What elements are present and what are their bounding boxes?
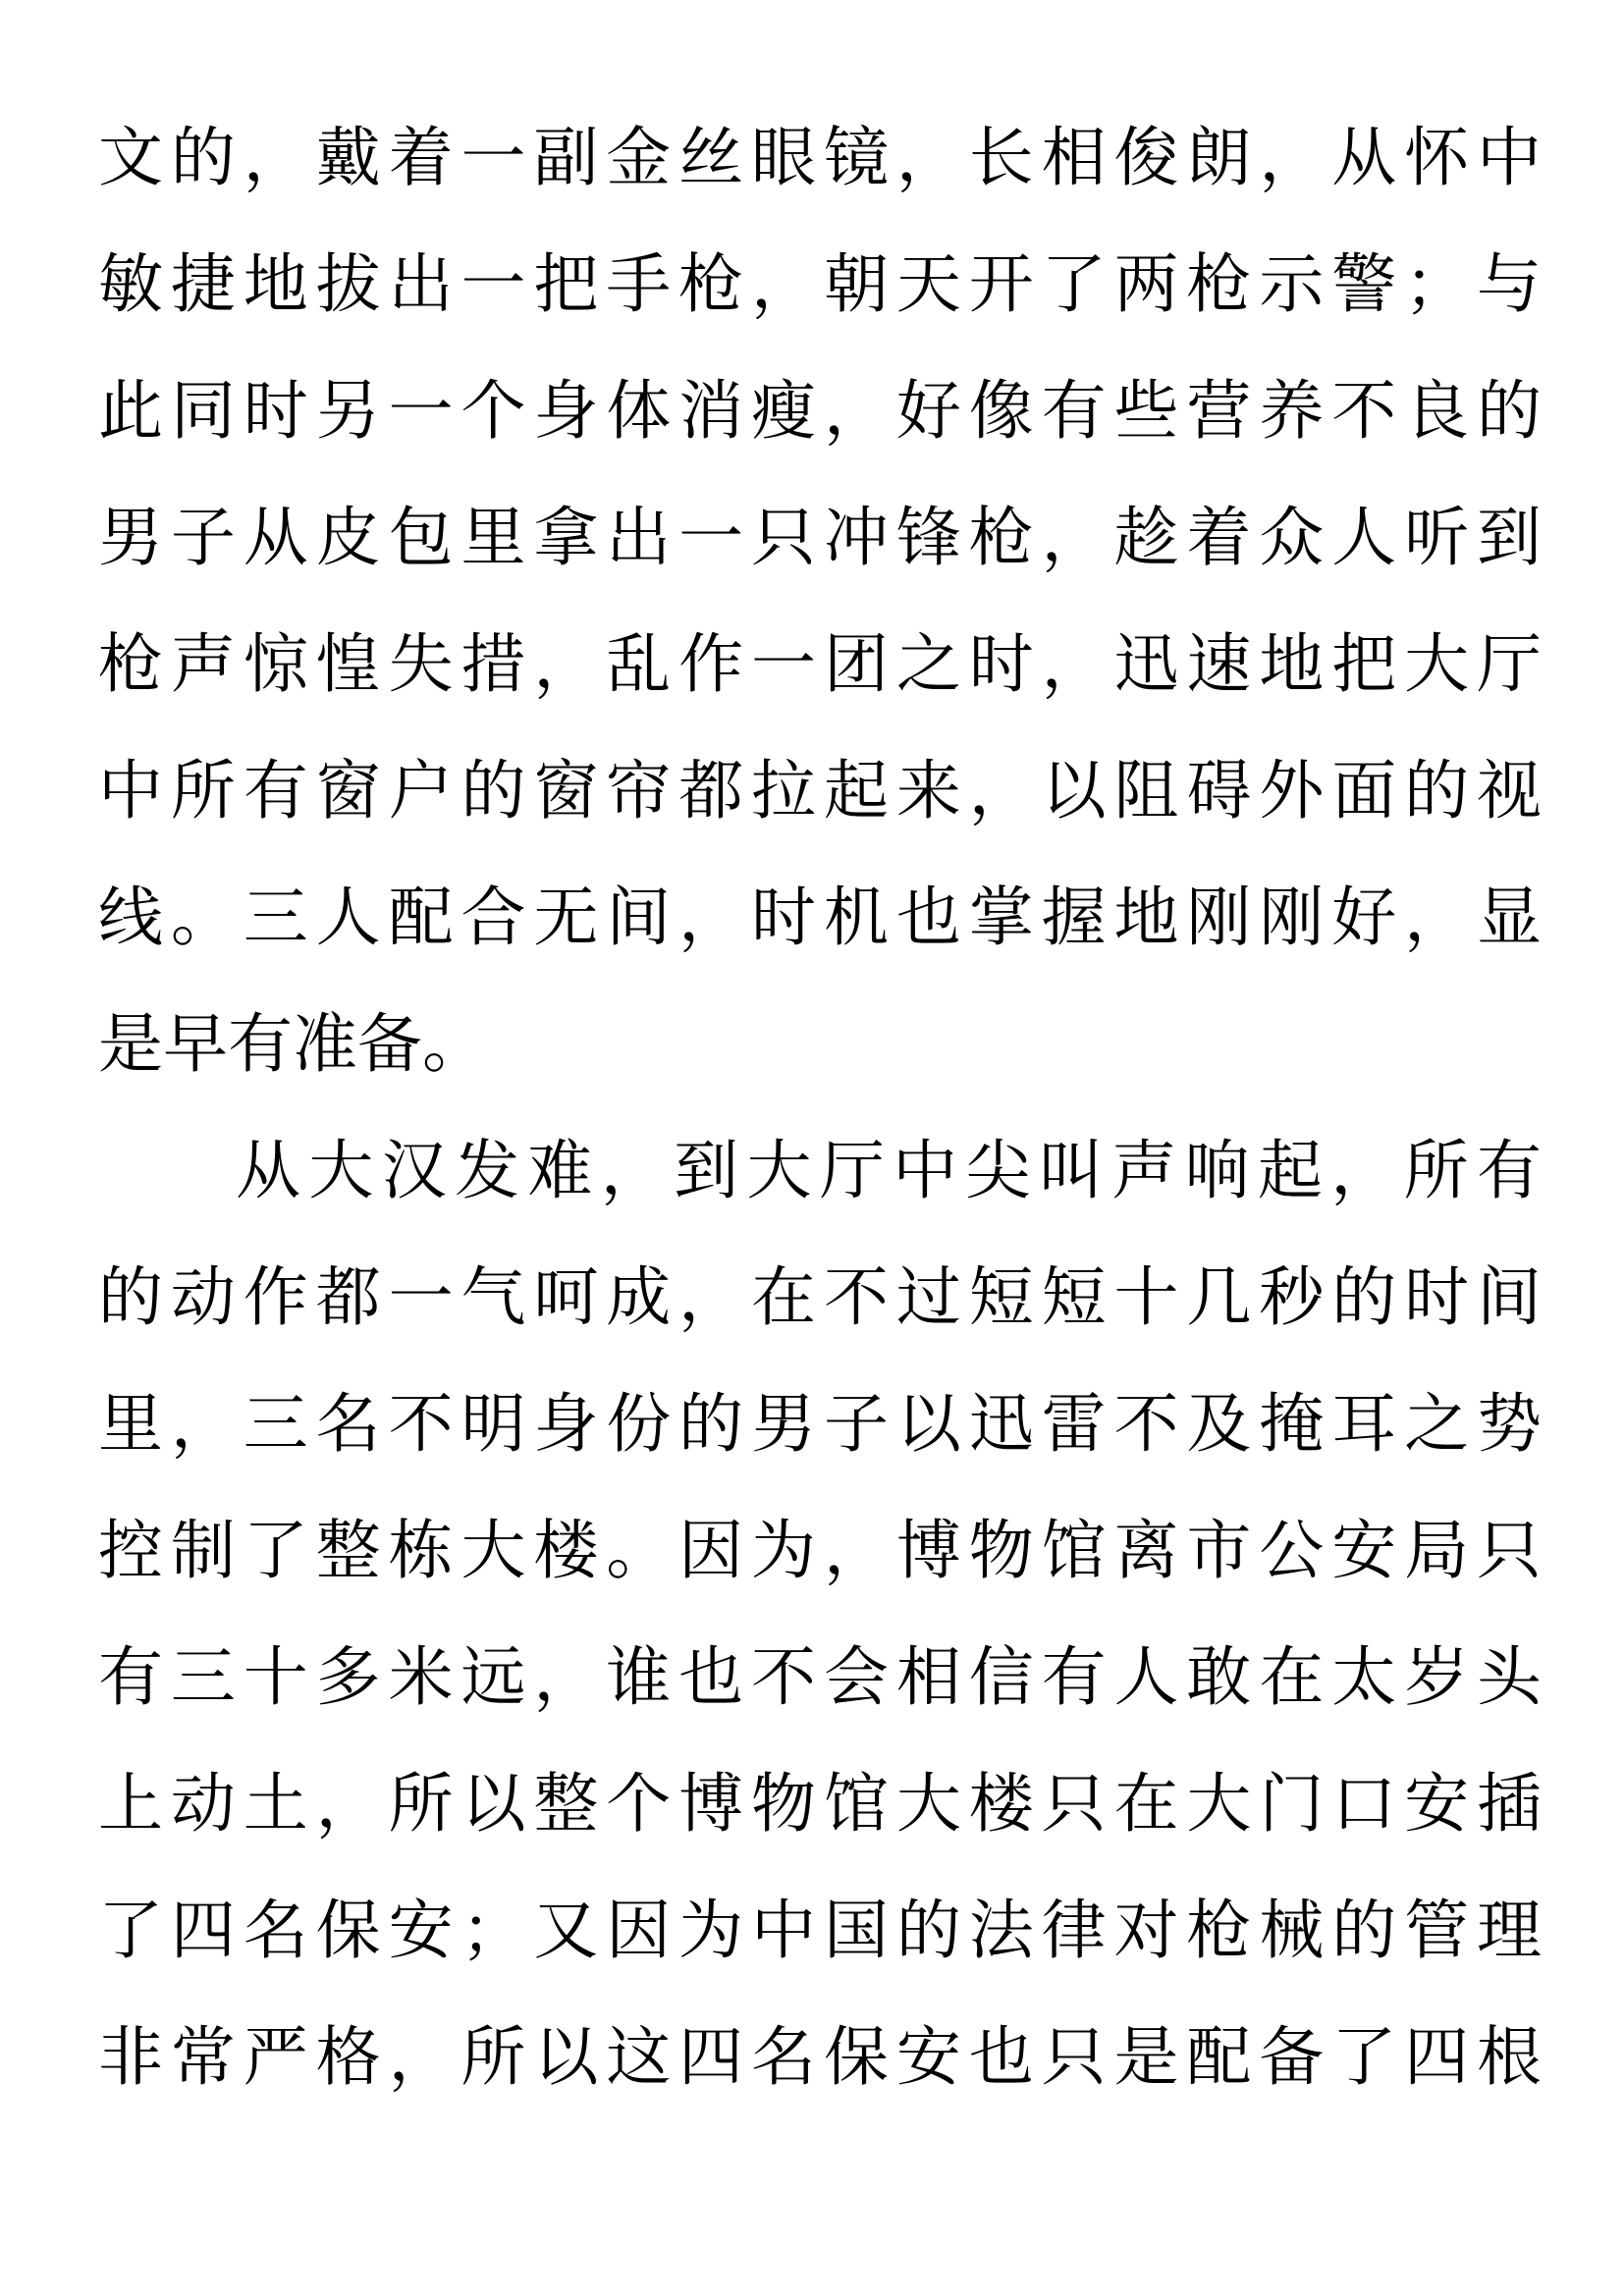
text-line: 敏捷地拔出一把手枪，朝天开了两枪示警；与 (98, 246, 1542, 322)
text-line: 控制了整栋大楼。因为，博物馆离市公安局只 (98, 1513, 1542, 1588)
text-line: 非常严格，所以这四名保安也只是配备了四根 (98, 2019, 1542, 2095)
paragraph-1 (98, 120, 1542, 1139)
text-line: 枪声惊惶失措，乱作一团之时，迅速地把大厅 (98, 626, 1542, 702)
paragraph-2 (98, 1133, 1542, 2152)
text-line: 从大汉发难，到大厅中尖叫声响起，所有 (236, 1133, 1542, 1208)
text-line: 中所有窗户的窗帘都拉起来，以阻碍外面的视 (98, 753, 1542, 828)
text-line: 有三十多米远，谁也不会相信有人敢在太岁头 (98, 1639, 1542, 1715)
text-line: 的动作都一气呵成，在不过短短十几秒的时间 (98, 1259, 1542, 1335)
text-line: 男子从皮包里拿出一只冲锋枪，趁着众人听到 (98, 500, 1542, 575)
text-line: 文的，戴着一副金丝眼镜，长相俊朗，从怀中 (98, 120, 1542, 195)
text-line: 里，三名不明身份的男子以迅雷不及掩耳之势 (98, 1386, 1542, 1462)
text-line: 上动土，所以整个博物馆大楼只在大门口安插 (98, 1766, 1542, 1842)
text-line: 此同时另一个身体消瘦，好像有些营养不良的 (98, 373, 1542, 449)
text-line: 线。三人配合无间，时机也掌握地刚刚好，显 (98, 880, 1542, 955)
document-body (98, 120, 1542, 2152)
text-line: 是早有准备。 (98, 1006, 487, 1082)
text-line: 了四名保安；又因为中国的法律对枪械的管理 (98, 1893, 1542, 1968)
